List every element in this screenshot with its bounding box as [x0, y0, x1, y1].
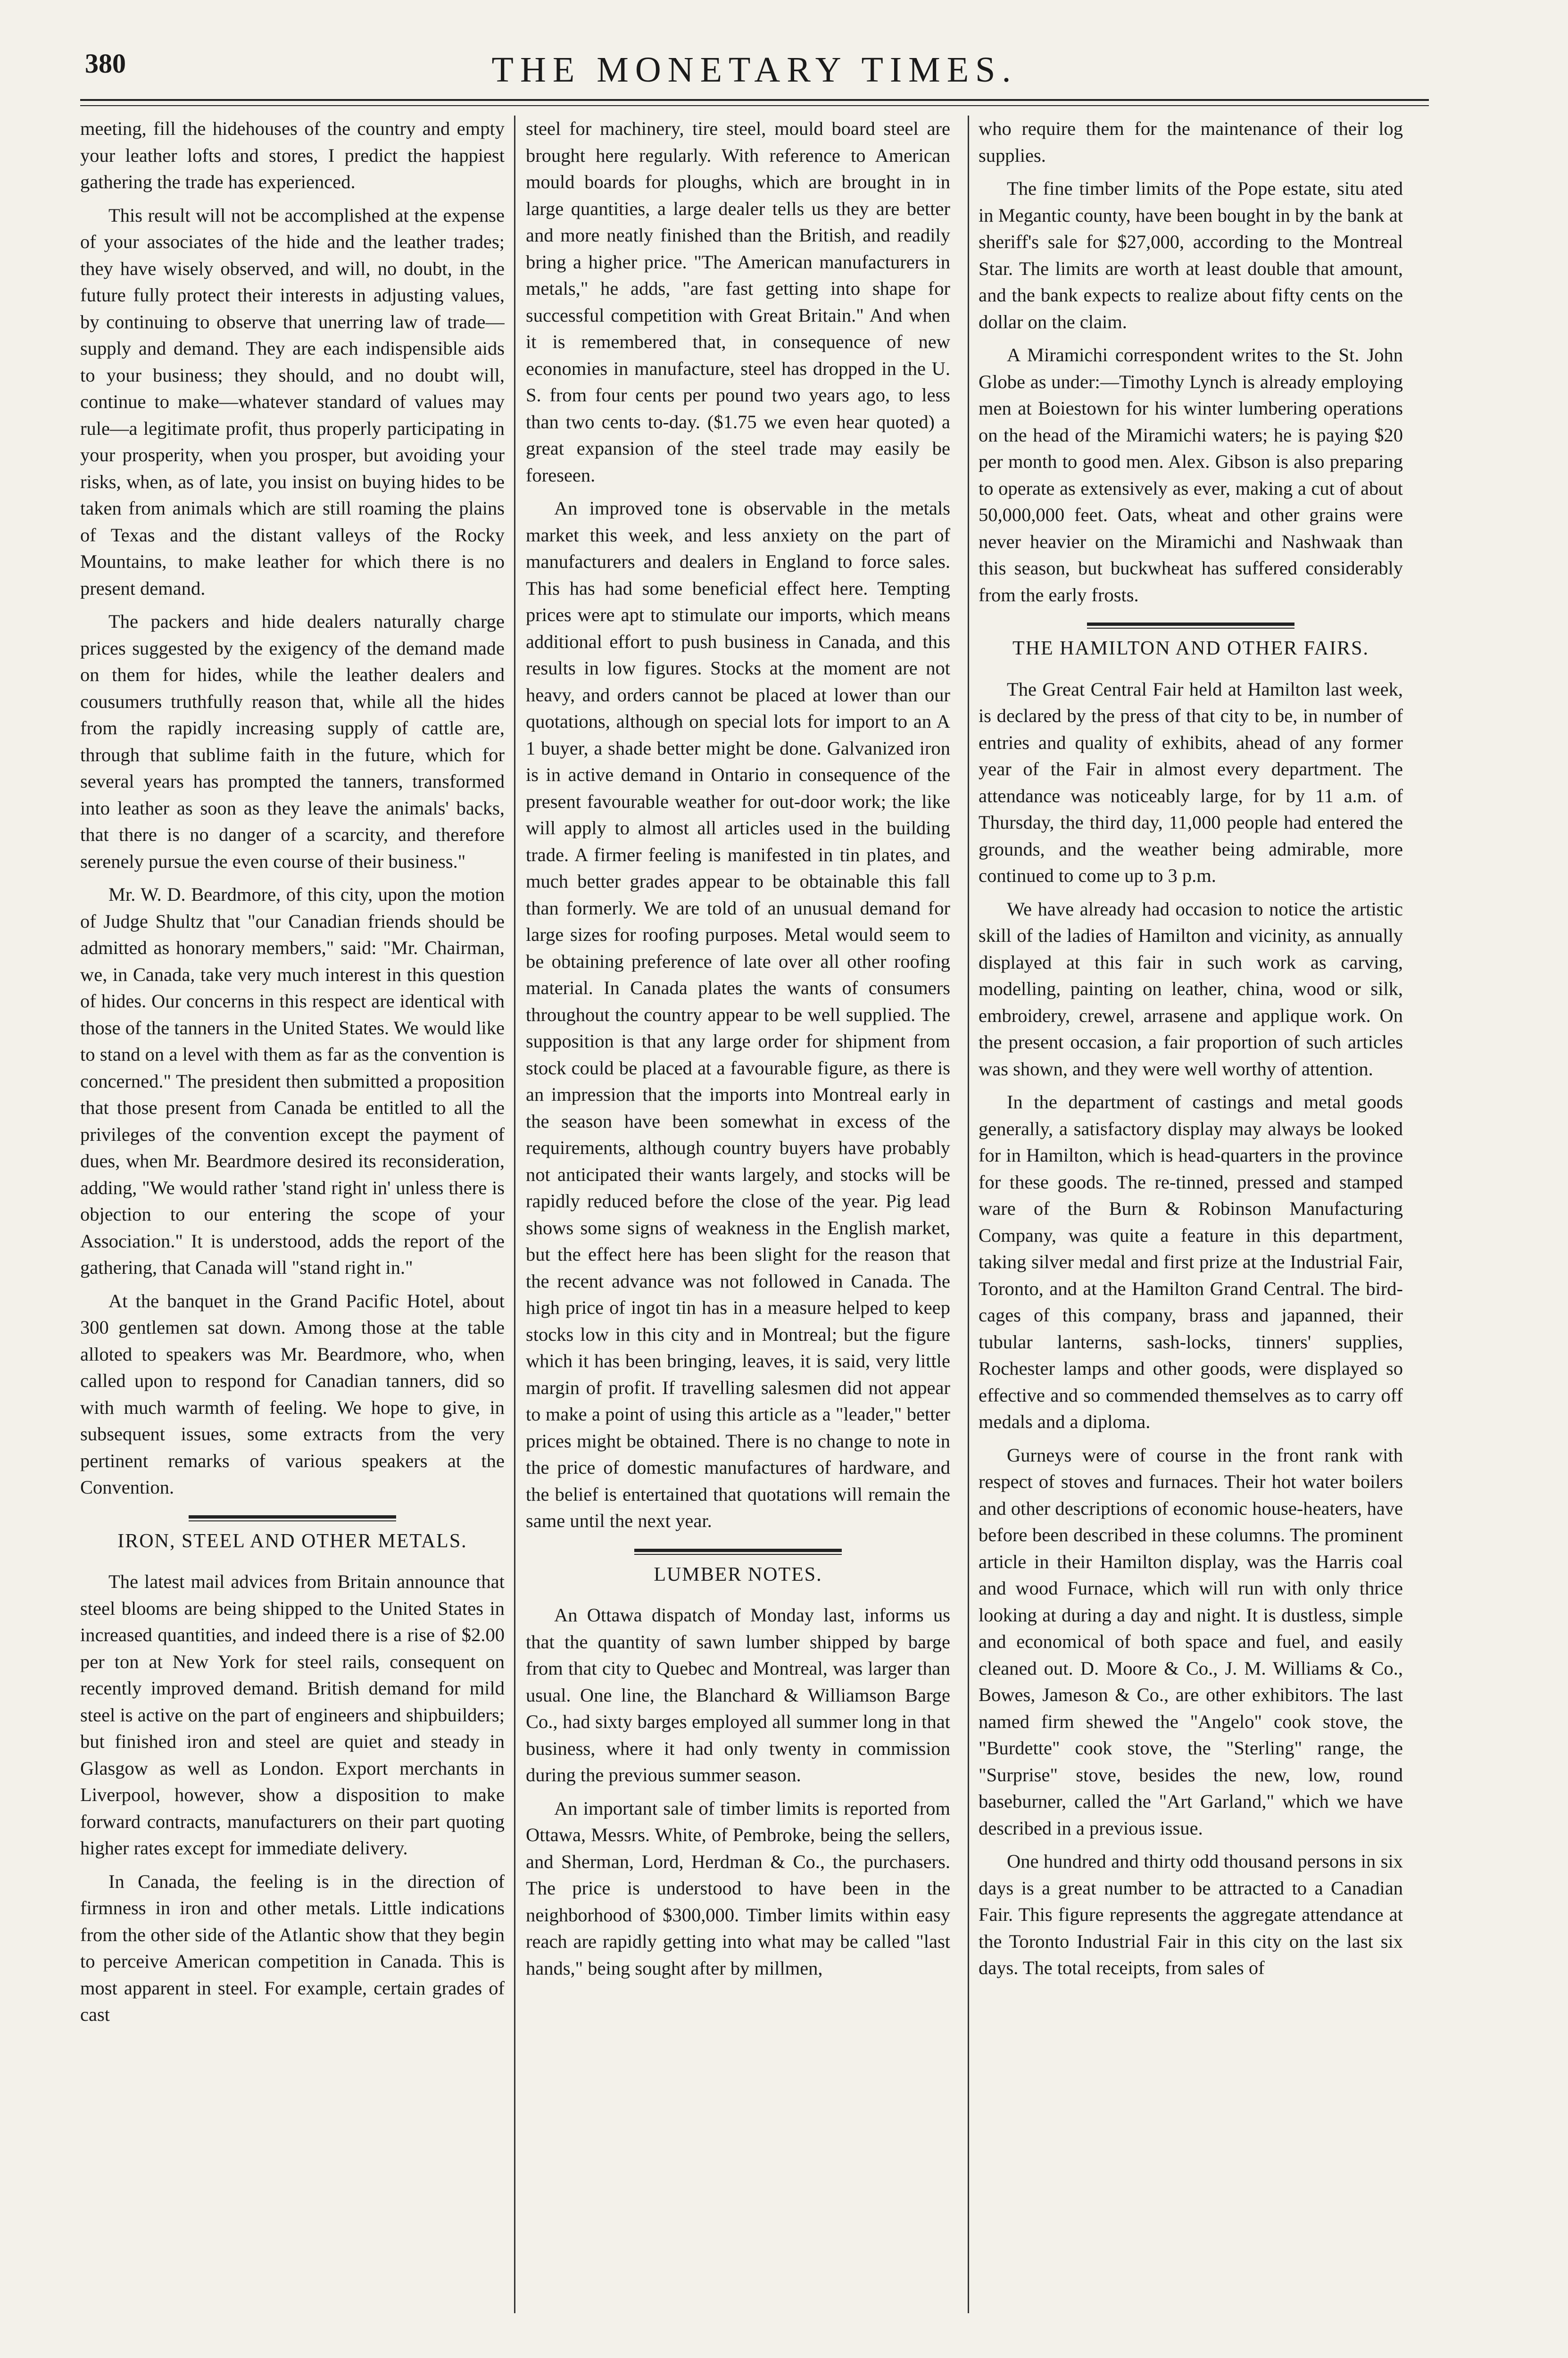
paragraph: The latest mail advices from Britain announce that steel blooms are being shipped to the United States in increased quantities, and indeed there is a rise of $2.00 per ton at New York for steel rails, consequent on recently improved demand. British demand for mild steel is active on the part of engineers and shipbuilders; but finished iron and steel are quiet and steady in Glasgow as well as London. Export merchants in Liverpool, however, show a disposition to make forward contracts, manufacturers on their part quoting higher rates except for immediate delivery.	[80, 1571, 505, 1859]
section-separator	[1087, 623, 1294, 629]
section-heading: IRON, STEEL AND OTHER METALS.	[117, 1530, 467, 1552]
paragraph: One hundred and thirty odd thousand persons in six days is a great number to be attracted to a Canadian Fair. This figure represents the aggregate attendance at the Toronto Industrial Fair in this city on the last six days. The total receipts, from sales of	[979, 1851, 1403, 1978]
column-2	[526, 116, 950, 2327]
header-rule	[80, 99, 1429, 101]
paragraph: The fine timber limits of the Pope estate, situ ated in Megantic county, have been bought in by the bank at sheriff's sale for $27,000, according to the Montreal Star. The limits are worth at least double that amount, and the bank expects to realize about fifty cents on the dollar on the claim.	[979, 178, 1403, 332]
paragraph: who require them for the maintenance of their log supplies.	[979, 118, 1403, 166]
page-header	[80, 45, 1429, 101]
section-heading: THE HAMILTON AND OTHER FAIRS.	[1012, 638, 1369, 659]
column-divider	[968, 116, 969, 2313]
paragraph: An improved tone is observable in the metals market this week, and less anxiety on the part of manufacturers and dealers in England to force sales. This has had some beneficial effect here. Tempting prices were apt to stimulate our imports, which means additional effort to push business in Canada, and this results in low figures. Stocks at the moment are not heavy, and orders cannot be placed at lower than our quotations, although on special lots for import to an A 1 buyer, a shade better might be done. Galvanized iron is in active demand in Ontario in consequence of the present favourable weather for out-door work; the like will apply to almost all articles used in the building trade. A firmer feeling is manifested in tin plates, and much better grades appear to be obtainable this fall than formerly. We are told of an unusual demand for large sizes for roofing purposes. Metal would seem to be obtaining preference of late over all other roofing material. In Canada plates the wants of consumers throughout the country appear to be well supplied. The supposition is that any large order for shipment from stock could be placed at a favourable figure, as there is an impression that the imports into Montreal early in the season have been somewhat in excess of the requirements, although country buyers have probably not anticipated their wants largely, and stocks will be rapidly reduced before the close of the year. Pig lead shows some signs of weakness in the English market, but the effect here has been slight for the reason that the recent advance was not followed in Canada. The high price of ingot tin has in a measure helped to keep stocks low in this city and in Montreal; but the figure which it has been bringing, leaves, it is said, very little margin of profit. If travelling salesmen did not appear to make a point of using this article as a "leader," better prices might be obtained. There is no change to note in the price of domestic manufactures of hardware, and the belief is entertained that quotations will remain the same until the next year.	[526, 498, 950, 1531]
masthead-title: THE MONETARY TIMES.	[491, 50, 1018, 90]
page-number: 380	[85, 48, 126, 79]
paragraph: meeting, fill the hidehouses of the country and empty your leather lofts and stores, I predict the happiest gathering the trade has experienced.	[80, 118, 505, 192]
paragraph: steel for machinery, tire steel, mould board steel are brought here regularly. With reference to American mould boards for ploughs, which are brought in in large quantities, a large dealer tells us they are better and more neatly finished than the British, and readily bring a higher price. "The American manufacturers in metals," he adds, "are fast getting into shape for successful competition with Great Britain." And when it is remembered that, in consequence of new economies in manufacture, steel has dropped in the U. S. from four cents per pound two years ago, to less than two cents to-day. ($1.75 we even hear quoted) a great expansion of the steel trade may easily be foreseen.	[526, 118, 950, 486]
paragraph: We have already had occasion to notice the artistic skill of the ladies of Hamilton and vicinity, as annually displayed at this fair in such work as carving, modelling, painting on leather, china, wood or silk, embroidery, crewel, arrasene and applique work. On the present occasion, a fair proportion of such articles was shown, and they were well worthy of attention.	[979, 898, 1403, 1079]
paragraph: An important sale of timber limits is reported from Ottawa, Messrs. White, of Pembroke, being the sellers, and Sherman, Lord, Herdman & Co., the purchasers. The price is understood to have been in the neighborhood of $300,000. Timber limits within easy reach are rapidly getting into what may be called "last hands," being sought after by millmen,	[526, 1797, 950, 1979]
paragraph: An Ottawa dispatch of Monday last, informs us that the quantity of sawn lumber shipped by barge from that city to Quebec and Montreal, was larger than usual. One line, the Blanchard & Williamson Barge Co., had sixty barges employed all summer long in that business, where it had only twenty in commission during the previous summer season.	[526, 1604, 950, 1785]
column-divider	[514, 116, 515, 2313]
paragraph: The Great Central Fair held at Hamilton last week, is declared by the press of that city to be, in number of entries and quality of exhibits, ahead of any former year of the Fair in almost every department. The attendance was noticeably large, for by 11 a.m. of Thursday, the third day, 11,000 people had entered the grounds, and the weather being admirable, more continued to come up to 3 p.m.	[979, 678, 1403, 886]
paragraph: Mr. W. D. Beardmore, of this city, upon the motion of Judge Shultz that "our Canadian friends should be admitted as honorary members," said: "Mr. Chairman, we, in Canada, take very much interest in this question of hides. Our concerns in this respect are identical with those of the tanners in the United States. We would like to stand on a level with them as far as the convention is concerned." The president then submitted a proposition that those present from Canada be entitled to all the privileges of the convention except the payment of dues, when Mr. Beardmore desired its reconsideration, adding, "We would rather 'stand right in' unless there is objection to our entering the scope of your Association." It is understood, adds the report of the gathering, that Canada will "stand right in."	[80, 884, 505, 1278]
paragraph: Gurneys were of course in the front rank with respect of stoves and furnaces. Their hot water boilers and other descriptions of economic house-heaters, have before been described in these columns. The prominent article in their Hamilton display, was the Harris coal and wood Furnace, which will run with only thrice looking at during a day and night. It is dustless, simple and economical of both space and fuel, and easily cleaned out. D. Moore & Co., J. M. Williams & Co., Bowes, Jameson & Co., are other exhibitors. The last named firm shewed the "Angelo" cook stove, the "Burdette" cook stove, the "Sterling" range, the "Surprise" stove, besides the new, low, round baseburner, called the "Art Garland," which we have described in a previous issue.	[979, 1444, 1403, 1839]
section-heading: LUMBER NOTES.	[654, 1563, 822, 1586]
paragraph: At the banquet in the Grand Pacific Hotel, about 300 gentlemen sat down. Among those at the table alloted to speakers was Mr. Beardmore, who, when called upon to respond for Canadian tanners, did so with much warmth of feeling. We hope to give, in subsequent issues, some extracts from the very pertinent remarks of various speakers at the Convention.	[80, 1290, 505, 1498]
header-rule-thin	[80, 105, 1429, 106]
paragraph: The packers and hide dealers naturally charge prices suggested by the exigency of the demand made on them for hides, while the leather dealers and cousumers truthfully reason that, while all the hides from the rapidly increasing supply of cattle are, through that sublime faith in the future, which for several years has prompted the tanners, transformed into leather as soon as they leave the animals' backs, that there is no danger of a scarcity, and therefore serenely pursue the even course of their business."	[80, 611, 505, 872]
column-1	[80, 116, 505, 2327]
section-separator	[634, 1549, 842, 1555]
paragraph: This result will not be accomplished at the expense of your associates of the hide and the leather trades; they have wisely observed, and will, no doubt, in the future fully protect their interests in adjusting values, by continuing to observe that unerring law of trade—supply and demand. They are each indispensible aids to your business; they should, and no doubt will, continue to make—whatever standard of values may rule—a legitimate profit, thus properly participating in your prosperity, when you prosper, but avoiding your risks, when, as of late, you insist on buying hides to be taken from animals which are still roaming the plains of Texas and the distant valleys of the Rocky Mountains, to make leather for which there is no present demand.	[80, 204, 505, 599]
column-3	[979, 116, 1403, 2327]
paragraph: In Canada, the feeling is in the direction of firmness in iron and other metals. Little indications from the other side of the Atlantic show that they begin to perceive American competition in Canada. This is most apparent in steel. For example, certain grades of cast	[80, 1870, 505, 2025]
newspaper-page	[80, 45, 1429, 2332]
section-separator	[189, 1515, 396, 1521]
paragraph: In the department of castings and metal goods generally, a satisfactory display may always be looked for in Hamilton, which is head-quarters in the province for these goods. The re-tinned, pressed and stamped ware of the Burn & Robinson Manufacturing Company, was quite a feature in this department, taking silver medal and first prize at the Industrial Fair, Toronto, and at the Hamilton Grand Central. The bird-cages of this company, brass and japanned, their tubular lanterns, sash-locks, tinners' supplies, Rochester lamps and other goods, were displayed so effective and so commended themselves as to carry off medals and a diploma.	[979, 1091, 1403, 1432]
paragraph: A Miramichi correspondent writes to the St. John Globe as under:—Timothy Lynch is already employing men at Boiestown for his winter lumbering operations on the head of the Miramichi waters; he is paying $20 per month to good men. Alex. Gibson is also preparing to operate as extensively as ever, making a cut of about 50,000,000 feet. Oats, wheat and other grains were never heavier on the Miramichi and Nashwaak than this season, but buckwheat has suffered considerably from the early frosts.	[979, 344, 1403, 606]
